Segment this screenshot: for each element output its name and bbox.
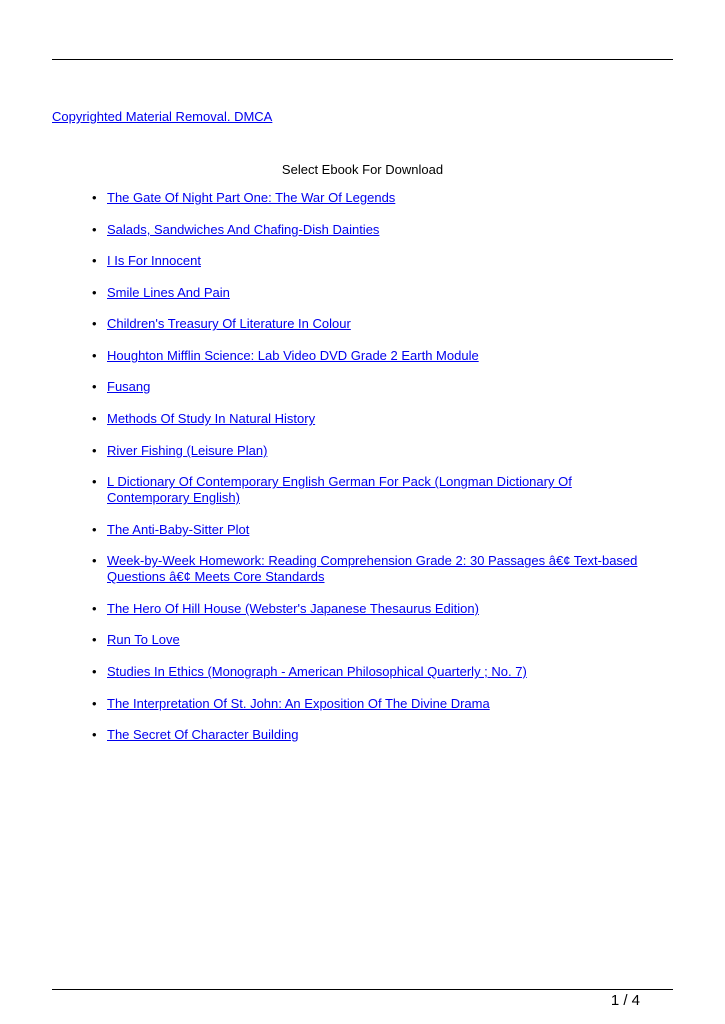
list-item bbox=[92, 601, 652, 617]
ebook-link[interactable]: The Gate Of Night Part One: The War Of Legends bbox=[107, 190, 396, 205]
ebook-link[interactable]: Studies In Ethics (Monograph - American Philosophical Quarterly ; No. 7) bbox=[107, 664, 527, 679]
bullet-icon: • bbox=[92, 474, 97, 489]
bullet-icon: • bbox=[92, 253, 97, 268]
ebook-link[interactable]: River Fishing (Leisure Plan) bbox=[107, 443, 268, 458]
ebook-link[interactable]: L Dictionary Of Contemporary English German For Pack (Longman Dictionary Of Contemporary English) bbox=[107, 474, 572, 505]
bullet-icon: • bbox=[92, 285, 97, 300]
footer-divider bbox=[52, 989, 673, 990]
ebook-link[interactable]: Run To Love bbox=[107, 632, 180, 647]
section-heading: Select Ebook For Download bbox=[281, 162, 444, 177]
list-item bbox=[92, 553, 652, 585]
bullet-icon: • bbox=[92, 379, 97, 394]
header-divider bbox=[52, 59, 673, 60]
ebook-link[interactable]: Smile Lines And Pain bbox=[107, 285, 230, 300]
bullet-icon: • bbox=[92, 443, 97, 458]
list-item bbox=[92, 348, 652, 364]
ebook-link[interactable]: The Anti-Baby-Sitter Plot bbox=[107, 522, 250, 537]
list-item bbox=[92, 522, 652, 538]
list-item bbox=[92, 222, 652, 238]
bullet-icon: • bbox=[92, 601, 97, 616]
list-item bbox=[92, 411, 652, 427]
ebook-link[interactable]: The Hero Of Hill House (Webster's Japanese Thesaurus Edition) bbox=[107, 601, 479, 616]
list-item bbox=[92, 316, 652, 332]
dmca-link[interactable]: Copyrighted Material Removal. DMCA bbox=[52, 109, 273, 124]
page-number: 1 / 4 bbox=[610, 992, 640, 1009]
list-item bbox=[92, 443, 652, 459]
bullet-icon: • bbox=[92, 222, 97, 237]
list-item bbox=[92, 379, 652, 395]
bullet-icon: • bbox=[92, 316, 97, 331]
bullet-icon: • bbox=[92, 522, 97, 537]
bullet-icon: • bbox=[92, 664, 97, 679]
ebook-link[interactable]: Methods Of Study In Natural History bbox=[107, 411, 316, 426]
ebook-link[interactable]: Week-by-Week Homework: Reading Comprehension Grade 2: 30 Passages â€¢ Text-based Questions â€¢ Meets Core Standards bbox=[107, 553, 638, 584]
bullet-icon: • bbox=[92, 632, 97, 647]
bullet-icon: • bbox=[92, 411, 97, 426]
ebook-link[interactable]: Children's Treasury Of Literature In Colour bbox=[107, 316, 351, 331]
list-item bbox=[92, 696, 652, 712]
bullet-icon: • bbox=[92, 696, 97, 711]
ebook-link[interactable]: Salads, Sandwiches And Chafing-Dish Dainties bbox=[107, 222, 380, 237]
ebook-link[interactable]: I Is For Innocent bbox=[107, 253, 201, 268]
list-item bbox=[92, 632, 652, 648]
ebook-link[interactable]: The Interpretation Of St. John: An Exposition Of The Divine Drama bbox=[107, 696, 490, 711]
bullet-icon: • bbox=[92, 553, 97, 568]
ebook-link[interactable]: The Secret Of Character Building bbox=[107, 727, 299, 742]
ebook-link[interactable]: Fusang bbox=[107, 379, 151, 394]
list-item bbox=[92, 190, 652, 206]
ebook-link[interactable]: Houghton Mifflin Science: Lab Video DVD Grade 2 Earth Module bbox=[107, 348, 479, 363]
list-item bbox=[92, 727, 652, 743]
list-item bbox=[92, 253, 652, 269]
bullet-icon: • bbox=[92, 727, 97, 742]
bullet-icon: • bbox=[92, 348, 97, 363]
list-item bbox=[92, 664, 652, 680]
list-item bbox=[92, 285, 652, 301]
list-item bbox=[92, 474, 652, 506]
bullet-icon: • bbox=[92, 190, 97, 205]
